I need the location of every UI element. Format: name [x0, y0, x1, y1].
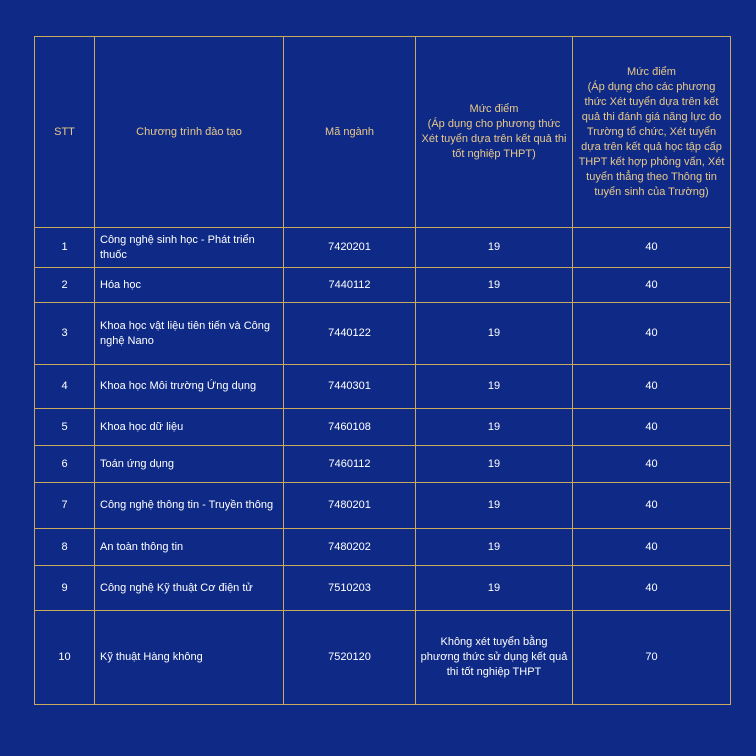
cell-score-other: 40	[573, 446, 731, 483]
cell-score-other: 40	[573, 228, 731, 268]
header-code: Mã ngành	[284, 37, 416, 228]
cell-program: Công nghệ Kỹ thuật Cơ điện tử	[95, 566, 284, 611]
table-row	[35, 303, 731, 365]
cell-stt: 1	[35, 228, 95, 268]
cell-code: 7510203	[284, 566, 416, 611]
table-header-row	[35, 37, 731, 228]
cell-score-other: 40	[573, 303, 731, 365]
table-row	[35, 365, 731, 409]
table-row	[35, 446, 731, 483]
cell-stt: 2	[35, 268, 95, 303]
score-table-container	[34, 36, 730, 705]
cell-score-thpt: 19	[416, 566, 573, 611]
cell-score-other: 40	[573, 409, 731, 446]
cell-program: An toàn thông tin	[95, 529, 284, 566]
cell-stt: 5	[35, 409, 95, 446]
admission-score-table	[34, 36, 731, 705]
cell-code: 7480202	[284, 529, 416, 566]
cell-program: Công nghệ sinh học - Phát triển thuốc	[95, 228, 284, 268]
cell-score-thpt: 19	[416, 268, 573, 303]
cell-score-other: 40	[573, 529, 731, 566]
cell-program: Khoa học vật liệu tiên tiến và Công nghệ Nano	[95, 303, 284, 365]
cell-stt: 9	[35, 566, 95, 611]
cell-code: 7460112	[284, 446, 416, 483]
cell-stt: 6	[35, 446, 95, 483]
cell-stt: 4	[35, 365, 95, 409]
cell-stt: 7	[35, 483, 95, 529]
table-row	[35, 268, 731, 303]
cell-score-thpt: 19	[416, 483, 573, 529]
cell-code: 7480201	[284, 483, 416, 529]
cell-stt: 3	[35, 303, 95, 365]
header-program: Chương trình đào tạo	[95, 37, 284, 228]
table-row	[35, 409, 731, 446]
cell-score-thpt: Không xét tuyển bằng phương thức sử dụng kết quả thi tốt nghiệp THPT	[416, 611, 573, 705]
table-row	[35, 529, 731, 566]
cell-score-thpt: 19	[416, 303, 573, 365]
cell-score-other: 40	[573, 566, 731, 611]
cell-code: 7440122	[284, 303, 416, 365]
cell-stt: 8	[35, 529, 95, 566]
table-row	[35, 566, 731, 611]
cell-code: 7420201	[284, 228, 416, 268]
cell-program: Khoa học Môi trường Ứng dụng	[95, 365, 284, 409]
table-row	[35, 611, 731, 705]
cell-score-thpt: 19	[416, 446, 573, 483]
cell-code: 7460108	[284, 409, 416, 446]
cell-score-other: 40	[573, 268, 731, 303]
header-score-thpt: Mức điểm (Áp dụng cho phương thức Xét tuyển dựa trên kết quả thi tốt nghiệp THPT)	[416, 37, 573, 228]
cell-program: Toán ứng dụng	[95, 446, 284, 483]
cell-program: Khoa học dữ liệu	[95, 409, 284, 446]
cell-program: Hóa học	[95, 268, 284, 303]
cell-score-thpt: 19	[416, 228, 573, 268]
table-row	[35, 483, 731, 529]
cell-score-other: 40	[573, 483, 731, 529]
cell-program: Kỹ thuật Hàng không	[95, 611, 284, 705]
cell-score-other: 70	[573, 611, 731, 705]
cell-program: Công nghệ thông tin - Truyền thông	[95, 483, 284, 529]
table-row	[35, 228, 731, 268]
header-stt: STT	[35, 37, 95, 228]
cell-code: 7440112	[284, 268, 416, 303]
cell-stt: 10	[35, 611, 95, 705]
header-score-other: Mức điểm (Áp dụng cho các phương thức Xét tuyển dựa trên kết quả thi đánh giá năng lực do Trường tổ chức, Xét tuyển dựa trên kết quả học tập cấp THPT kết hợp phỏng vấn, Xét tuyển thẳng theo Thông tin tuyển sinh của Trường)	[573, 37, 731, 228]
cell-code: 7520120	[284, 611, 416, 705]
cell-score-thpt: 19	[416, 409, 573, 446]
cell-score-thpt: 19	[416, 529, 573, 566]
cell-score-other: 40	[573, 365, 731, 409]
cell-code: 7440301	[284, 365, 416, 409]
cell-score-thpt: 19	[416, 365, 573, 409]
